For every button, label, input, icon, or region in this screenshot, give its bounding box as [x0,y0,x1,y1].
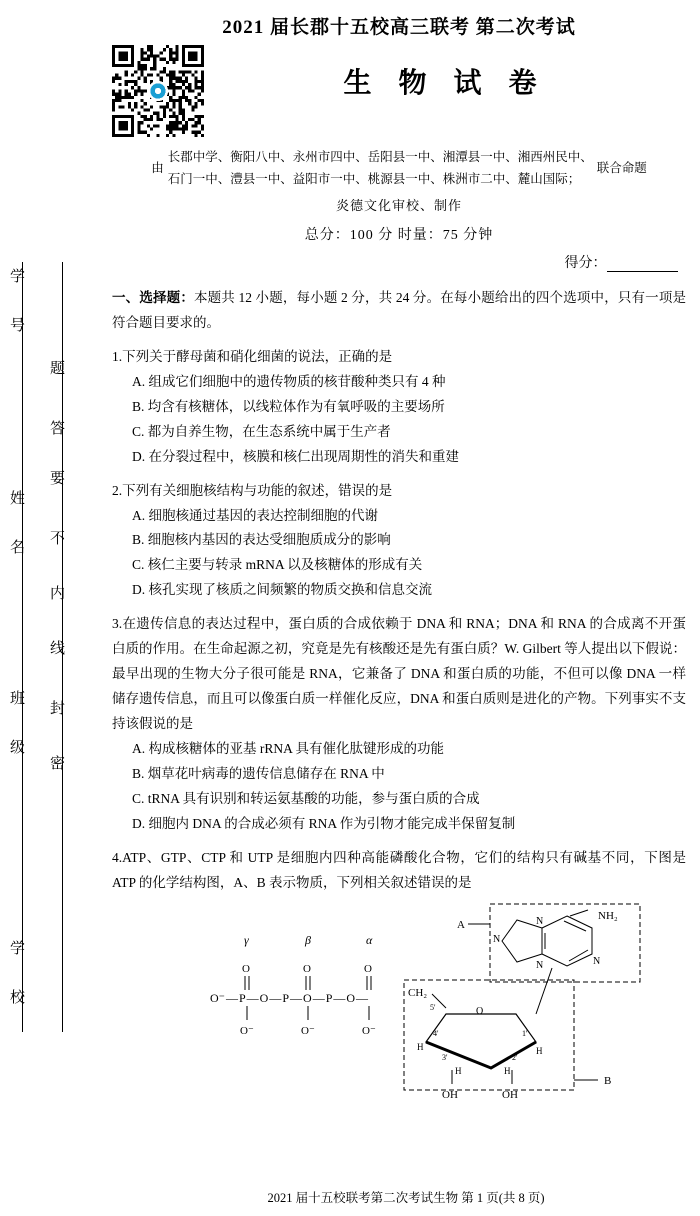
margin-label-mi: 密 [48,755,64,779]
margin-label-xuexiao: 学 校 [8,940,24,1013]
figure-o-bot-3: O⁻ [362,1025,376,1038]
subject-title: 生 物 试 卷 [343,68,547,99]
figure-o-top-1: O [242,963,250,976]
figure-label-b: B [604,1075,612,1088]
question-3 [112,612,686,837]
margin-label-xian: 线 [48,640,64,664]
question-2-option-b[interactable]: B. 细胞核内基因的表达受细胞质成分的影响 [132,532,391,548]
page-footer: 2021 届十五校联考第二次考试生物 第 1 页(共 8 页) [267,1191,545,1205]
schools-by-label: 由 [151,160,164,175]
question-1-num: 1. [112,348,123,364]
figure-greek-gamma: γ [244,933,249,948]
score-box [112,252,686,272]
question-2-option-d[interactable]: D. 核孔实现了核质之间频繁的物质交换和信息交流 [132,582,432,598]
figure-prime-3: 3' [442,1053,448,1063]
schools-names [168,147,593,191]
figure-ring-o: O [476,1006,484,1018]
page-title: 2021 届长郡十五校高三联考 第二次考试 [222,17,576,38]
schools-block [112,147,686,191]
question-1 [112,345,686,470]
margin-label-xingming: 姓 名 [8,490,24,563]
figure-prime-1: 1' [522,1029,528,1039]
margin-line-outer [22,262,23,1032]
margin-label-banji: 班 级 [8,690,24,763]
figure-h-4: H [417,1042,424,1053]
figure-greek-alpha: α [366,933,373,948]
schools-line-1: 长郡中学、衡阳八中、永州市四中、岳阳县一中、湘潭县一中、湘西州民中、 [167,150,593,164]
section-heading [112,286,686,336]
margin-label-dati: 题 [48,360,64,384]
joint-label: 联合命题 [596,160,647,175]
figure-o-top-3: O [364,963,372,976]
margin-label-xuehao: 学 号 [8,268,24,341]
figure-h-2: H [504,1066,511,1077]
question-4-text: ATP、GTP、CTP 和 UTP 是细胞内四种高能磷酸化合物，它们的结构只有碱基不同，下图是 ATP 的化学结构图，A、B 表示物质，下列相关叙述错误的是 [112,850,686,891]
question-1-option-c[interactable]: C. 都为自养生物，在生态系统中属于生产者 [132,423,391,439]
figure-prime-5: 5' [430,1003,436,1013]
figure-base-n1: N [536,960,544,972]
figure-base-n3: N [493,934,501,946]
question-4 [112,846,686,896]
margin-label-yao: 要 [48,470,64,494]
question-3-option-d[interactable]: D. 细胞内 DNA 的合成必须有 RNA 作为引物才能完成半保留复制 [132,816,516,832]
score-blank[interactable] [607,256,679,272]
question-2-num: 2. [112,482,123,498]
question-2-stem [112,479,686,504]
figure-h-1: H [536,1046,543,1057]
figure-base-n2: N [593,956,601,968]
question-4-stem [112,846,686,896]
figure-base-n4: N [536,916,544,928]
question-1-option-a[interactable]: A. 组成它们细胞中的遗传物质的核苷酸种类只有 4 种 [132,373,446,389]
question-2 [112,479,686,604]
figure-greek-beta: β [305,933,311,948]
score-label: 得分： [564,255,607,271]
figure-o-top-2: O [303,963,311,976]
question-1-text: 下列关于酵母菌和硝化细菌的说法，正确的是 [122,348,393,364]
margin-label-feng: 封 [48,700,64,724]
atp-structure-svg [112,902,672,1102]
figure-ch2: CH₂ [408,987,428,1000]
question-2-option-c[interactable]: C. 核仁主要与转录 mRNA 以及核糖体的形成有关 [132,557,423,573]
figure-o-bot-2: O⁻ [301,1025,315,1038]
figure-backbone: O⁻ — P — O — P — O — P — O — [210,991,369,1006]
question-3-option-a[interactable]: A. 构成核糖体的亚基 rRNA 具有催化肽键形成的功能 [132,741,445,757]
margin-label-bu: 不 [48,530,64,554]
maker-line: 炎德文化审校、制作 [335,197,462,213]
exam-paper-body [112,0,700,1216]
question-1-option-d[interactable]: D. 在分裂过程中，核膜和核仁出现周期性的消失和重建 [132,448,459,464]
question-3-option-b[interactable]: B. 烟草花叶病毒的遗传信息储存在 RNA 中 [132,766,385,782]
margin-label-da: 答 [48,420,64,444]
section-heading-rest: 本题共 12 小题，每小题 2 分，共 24 分。在每小题给出的四个选项中，只有一项是符合题目要求的。 [112,289,687,330]
question-3-option-c[interactable]: C. tRNA 具有识别和转运氨基酸的功能，参与蛋白质的合成 [132,791,480,807]
schools-line-2: 石门一中、澧县一中、益阳市一中、桃源县一中、株洲市二中、麓山国际； [167,171,581,186]
question-3-num: 3. [112,616,123,632]
figure-prime-4: 4' [433,1029,439,1039]
figure-oh-1: OH [442,1089,458,1102]
question-4-num: 4. [112,850,123,866]
figure-base-amine: NH₂ [598,910,618,923]
margin-label-nei: 内 [48,585,64,609]
question-3-stem [112,612,686,737]
section-heading-bold: 一、选择题： [112,289,194,305]
figure-o-bot-1: O⁻ [240,1025,254,1038]
exam-margin-strip [0,0,112,1216]
figure-oh-2: OH [502,1089,518,1102]
atp-structure-figure [112,902,686,1102]
qr-and-subject-row [112,45,686,141]
figure-h-3: H [455,1066,462,1077]
question-2-text: 下列有关细胞核结构与功能的叙述，错误的是 [122,482,393,498]
figure-label-a: A [457,919,465,932]
score-time-line: 总分：100 分 时量：75 分钟 [304,227,494,243]
qr-code-icon [112,45,204,137]
question-3-text: 在遗传信息的表达过程中，蛋白质的合成依赖于 DNA 和 RNA；DNA 和 RNA 的合成离不开蛋白质的作用。在生命起源之初，究竟是先有核酸还是先有蛋白质？W. Gilbert 等人提出以下假说：最早出现的生物大分子很可能是 RNA，它兼备了 DNA 和蛋白质的功能，不但可以像 DNA 一样储存遗传信息，而且可以像蛋白质一样催化反应，DNA 和蛋白质则是进化的产物。下列事实不支持该假说的是 [112,616,686,732]
question-1-stem [112,345,686,370]
figure-prime-2: 2' [512,1053,518,1063]
question-2-option-a[interactable]: A. 细胞核通过基因的表达控制细胞的代谢 [132,507,378,523]
question-1-option-b[interactable]: B. 均含有核糖体，以线粒体作为有氧呼吸的主要场所 [132,398,445,414]
